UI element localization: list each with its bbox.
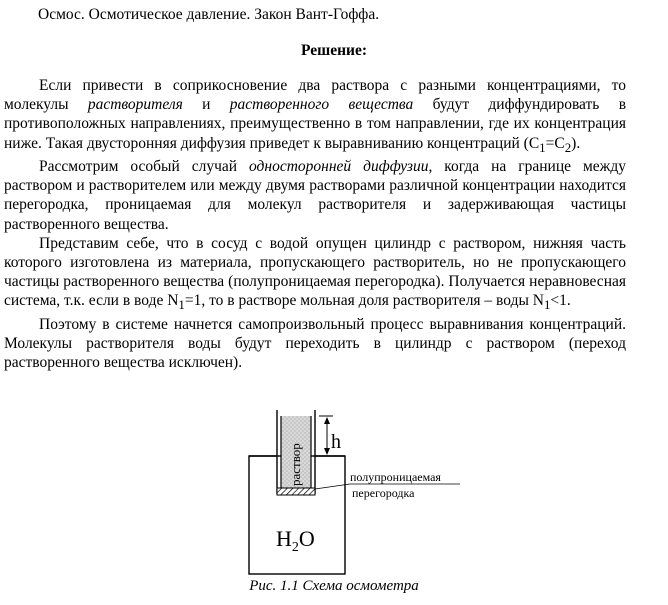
water-label: $H_2O$ [276,526,315,555]
section-heading: Решение: [300,42,367,59]
height-arrow-up-icon [324,417,330,424]
paragraph-4: Поэтому в системе начнется самопроизвольный процесс выравнивания концентраций. Молекулы растворителя воды будут переходить в цилиндр с раствором (переход растворенного вещества исключен). [4,315,626,372]
paragraph-2: Рассмотрим особый случай односторонней диффузии, когда на границе между раствором и растворителем или между двумя растворами различной концентрации находится перегородка, проницаемая для молекул растворителя и задерживающая частицы растворенного вещества. [4,157,626,233]
height-arrow-down-icon [324,448,330,455]
solution-label: раствор [288,443,303,486]
membrane-label-2: перегородка [352,486,415,500]
membrane [277,488,315,495]
height-label: h [331,431,341,453]
membrane-label-1: полупроницаемая [350,470,441,484]
figure-caption: Рис. 1.1 Схема осмометра [249,578,419,594]
document-title: Осмос. Осмотическое давление. Закон Вант-Гоффа. [38,6,380,23]
paragraph-1: Если привести в соприкосновение два раствора с разными концентрациями, то молекулы растворителя и растворенного вещества будут диффундировать в противоположных направлениях, преимущественно в том направлении, где их концентрация ниже. Такая двусторонняя диффузия приведет к выравниванию концентраций $(C_1=C_2)$. [4,77,627,155]
paragraph-3: Представим себе, что в сосуд с водой опущен цилиндр с раствором, нижняя часть которого изготовлена из материала, пропускающего растворитель, но не пропускающего частицы растворенного вещества (полупроницаемая перегородка). Получается неравновесная система, т.к. если в воде $N_1=1$, то в растворе мольная доля растворителя – воды $N_1<1$. [4,234,626,313]
